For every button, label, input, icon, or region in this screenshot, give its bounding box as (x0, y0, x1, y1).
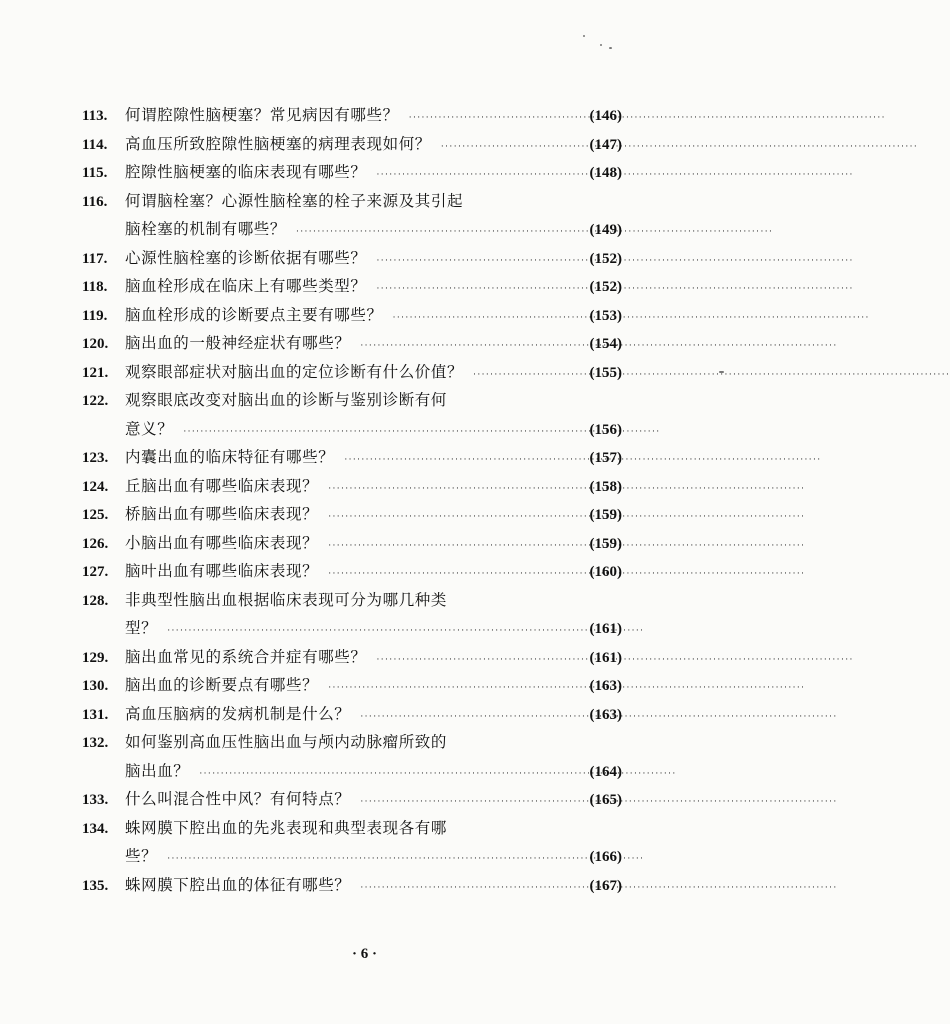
toc-entry-title: 非典型性脑出血根据临床表现可分为哪几种类 (125, 590, 448, 609)
toc-entry-page: (164) (589, 763, 622, 780)
dot-leader (328, 532, 585, 561)
toc-entry-page: (147) (589, 136, 622, 153)
dot-leader (344, 446, 585, 475)
dot-leader (167, 617, 585, 646)
toc-entry-title: 如何鉴别高血压性脑出血与颅内动脉瘤所致的 (125, 733, 448, 751)
toc-entry[interactable] (82, 785, 622, 814)
toc-entry-number: 121. (82, 364, 109, 381)
scan-speck (600, 44, 602, 46)
toc-entry-page: (159) (589, 507, 622, 523)
toc-entry-number: 116. (82, 193, 108, 210)
toc-entry-line (82, 814, 622, 843)
dot-leader (377, 275, 586, 304)
toc-entry-line (82, 529, 622, 558)
toc-entry-line (82, 614, 622, 643)
toc-entry[interactable] (82, 529, 622, 558)
toc-entry-title: 什么叫混合性中风？有何特点？ (125, 790, 351, 808)
toc-entry-title: 观察眼部症状对脑出血的定位诊断有什么价值？ (125, 362, 464, 381)
toc-entry[interactable] (82, 472, 622, 501)
toc-entry-title: 脑出血的一般神经症状有哪些？ (125, 334, 351, 352)
toc-entry[interactable] (82, 301, 622, 330)
toc-entry-number: 114. (82, 136, 108, 153)
toc-entry-page: (159) (589, 535, 622, 552)
toc-entry-title: 腔隙性脑梗塞的临床表现有哪些？ (125, 163, 367, 181)
toc-entry-line (82, 329, 622, 358)
toc-entry-title: 些？ (125, 847, 158, 865)
toc-entry-line (82, 757, 622, 786)
toc-entry-line (82, 244, 622, 273)
toc-entry-page: (152) (589, 279, 622, 295)
toc-entry-title: 内囊出血的临床特征有哪些？ (125, 448, 335, 466)
toc-entry[interactable] (82, 557, 622, 586)
toc-entry[interactable] (82, 130, 622, 159)
toc-entry-page: (157) (589, 450, 622, 466)
dot-leader (377, 646, 586, 675)
toc-entry-number: 128. (82, 592, 109, 609)
toc-entry-line (82, 643, 622, 672)
toc-entry[interactable] (82, 244, 622, 273)
toc-entry-page: (149) (589, 222, 622, 238)
toc-entry-number: 133. (82, 792, 109, 808)
toc-entry-title: 脑出血的诊断要点有哪些？ (125, 676, 319, 694)
toc-entry-page: (146) (589, 108, 622, 124)
toc-entry-number: 119. (82, 307, 108, 324)
toc-entry-number: 120. (82, 336, 109, 352)
scan-speck (609, 47, 612, 49)
toc-entry-number: 125. (82, 507, 109, 523)
toc-entry-number: 132. (82, 735, 109, 751)
toc-entry-line (82, 472, 622, 501)
scan-speck (583, 35, 585, 37)
toc-entry-line (82, 871, 622, 900)
dot-leader (441, 133, 586, 162)
toc-entry-title: 脑血栓形成在临床上有哪些类型？ (125, 277, 367, 295)
toc-entry-line (82, 671, 622, 700)
toc-entry-page: (163) (589, 678, 622, 694)
toc-entry-number: 129. (82, 649, 109, 666)
toc-entry-page: (165) (589, 792, 622, 808)
toc-entry-title: 心源性脑栓塞的诊断依据有哪些？ (125, 248, 367, 267)
toc-entry-page: (152) (589, 250, 622, 267)
toc-entry-line (82, 130, 622, 159)
toc-entry-title: 丘脑出血有哪些临床表现？ (125, 476, 319, 495)
toc-entry-title: 蛛网膜下腔出血的先兆表现和典型表现各有哪 (125, 818, 448, 837)
dot-leader (360, 332, 585, 361)
dot-leader (377, 161, 586, 190)
toc-entry-title: 何谓脑栓塞？心源性脑栓塞的栓子来源及其引起 (125, 191, 464, 210)
toc-entry[interactable] (82, 700, 622, 729)
toc-entry-number: 127. (82, 564, 109, 580)
toc-entry-line (82, 158, 622, 187)
dot-leader (183, 418, 585, 447)
toc-entry-line (82, 728, 622, 757)
toc-entry-title: 蛛网膜下腔出血的体征有哪些？ (125, 875, 351, 894)
toc-entry-page: (148) (589, 165, 622, 181)
toc-entry-title: 高血压脑病的发病机制是什么？ (125, 704, 351, 723)
toc-entry-line (82, 272, 622, 301)
toc-entry-number: 118. (82, 279, 108, 295)
toc-entry-page: (154) (589, 336, 622, 352)
toc-entry-page: (156) (589, 421, 622, 438)
toc-entry[interactable] (82, 643, 622, 672)
toc-entry[interactable] (82, 187, 622, 244)
toc-entry[interactable] (82, 358, 622, 387)
dot-leader (409, 104, 586, 133)
toc-entry-line (82, 700, 622, 729)
toc-entry-title: 脑叶出血有哪些临床表现？ (125, 562, 319, 580)
toc-entry-title: 脑出血？ (125, 761, 190, 780)
toc-entry-number: 126. (82, 535, 109, 552)
dot-leader (473, 361, 585, 390)
toc-entry-number: 115. (82, 165, 108, 181)
toc-entry-number: 123. (82, 450, 109, 466)
toc-entry-title: 意义？ (125, 419, 174, 438)
toc-entry[interactable] (82, 728, 622, 785)
toc-entry-page: (167) (589, 877, 622, 894)
toc-entry-page: (155) (589, 364, 622, 381)
toc-entry-line (82, 842, 622, 871)
toc-entry-title: 桥脑出血有哪些临床表现？ (125, 505, 319, 523)
dot-leader (328, 674, 585, 703)
toc-entry-number: 134. (82, 820, 109, 837)
toc-entry[interactable] (82, 329, 622, 358)
toc-entry-line (82, 386, 622, 415)
toc-entry[interactable] (82, 586, 622, 643)
toc-entry-number: 130. (82, 678, 109, 694)
dot-leader (360, 703, 585, 732)
page-number: · 6 · (351, 946, 377, 962)
toc-entry-number: 113. (82, 108, 108, 124)
toc-entry-page: (161) (589, 649, 622, 666)
toc-entry-line (82, 415, 622, 444)
dot-leader (167, 845, 585, 874)
toc-entry-number: 117. (82, 250, 108, 267)
toc-entry-line (82, 358, 622, 387)
toc-entry-line (82, 785, 622, 814)
dot-leader (328, 560, 585, 589)
toc-entry-title: 脑栓塞的机制有哪些？ (125, 220, 287, 238)
toc-entry[interactable] (82, 443, 622, 472)
dot-leader (328, 475, 585, 504)
toc-entry-number: 124. (82, 478, 109, 495)
dot-leader (199, 760, 585, 789)
toc-entry-page: (153) (589, 307, 622, 324)
toc-entry-title: 高血压所致腔隙性脑梗塞的病理表现如何？ (125, 134, 431, 153)
toc-entry-title: 脑出血常见的系统合并症有哪些？ (125, 647, 367, 666)
toc-entry[interactable] (82, 101, 622, 130)
toc-entry[interactable] (82, 386, 622, 443)
toc-entry-page: (163) (589, 706, 622, 723)
dot-leader (393, 304, 586, 333)
toc-entry-page: (158) (589, 478, 622, 495)
toc-entry-page: (160) (589, 564, 622, 580)
toc-entry-title: 型？ (125, 619, 158, 637)
toc-entry[interactable] (82, 272, 622, 301)
toc-entry[interactable] (82, 500, 622, 529)
toc-entry-line (82, 215, 622, 244)
toc-entry-title: 脑血栓形成的诊断要点主要有哪些？ (125, 305, 383, 324)
toc-entry-number: 131. (82, 706, 109, 723)
toc-entry-title: 小脑出血有哪些临床表现？ (125, 533, 319, 552)
toc-entry-number: 122. (82, 393, 109, 409)
toc-entry[interactable] (82, 814, 622, 871)
toc-entry-line (82, 586, 622, 615)
dot-leader (377, 247, 586, 276)
toc-entry-line (82, 500, 622, 529)
dot-leader (296, 218, 585, 247)
toc-entry-line (82, 301, 622, 330)
toc-entry-title: 何谓腔隙性脑梗塞？常见病因有哪些？ (125, 106, 399, 124)
table-of-contents (82, 101, 622, 899)
dot-leader (360, 874, 585, 903)
toc-entry[interactable] (82, 871, 622, 900)
toc-entry-page: (166) (589, 849, 622, 865)
toc-entry-line (82, 187, 622, 216)
dot-leader (360, 788, 585, 817)
toc-entry-line (82, 557, 622, 586)
toc-entry[interactable] (82, 671, 622, 700)
toc-entry-line (82, 443, 622, 472)
toc-entry-page: (161) (589, 621, 622, 637)
toc-entry-line (82, 101, 622, 130)
toc-entry-title: 观察眼底改变对脑出血的诊断与鉴别诊断有何 (125, 391, 448, 409)
dot-leader (328, 503, 585, 532)
toc-entry[interactable] (82, 158, 622, 187)
toc-entry-number: 135. (82, 877, 109, 894)
